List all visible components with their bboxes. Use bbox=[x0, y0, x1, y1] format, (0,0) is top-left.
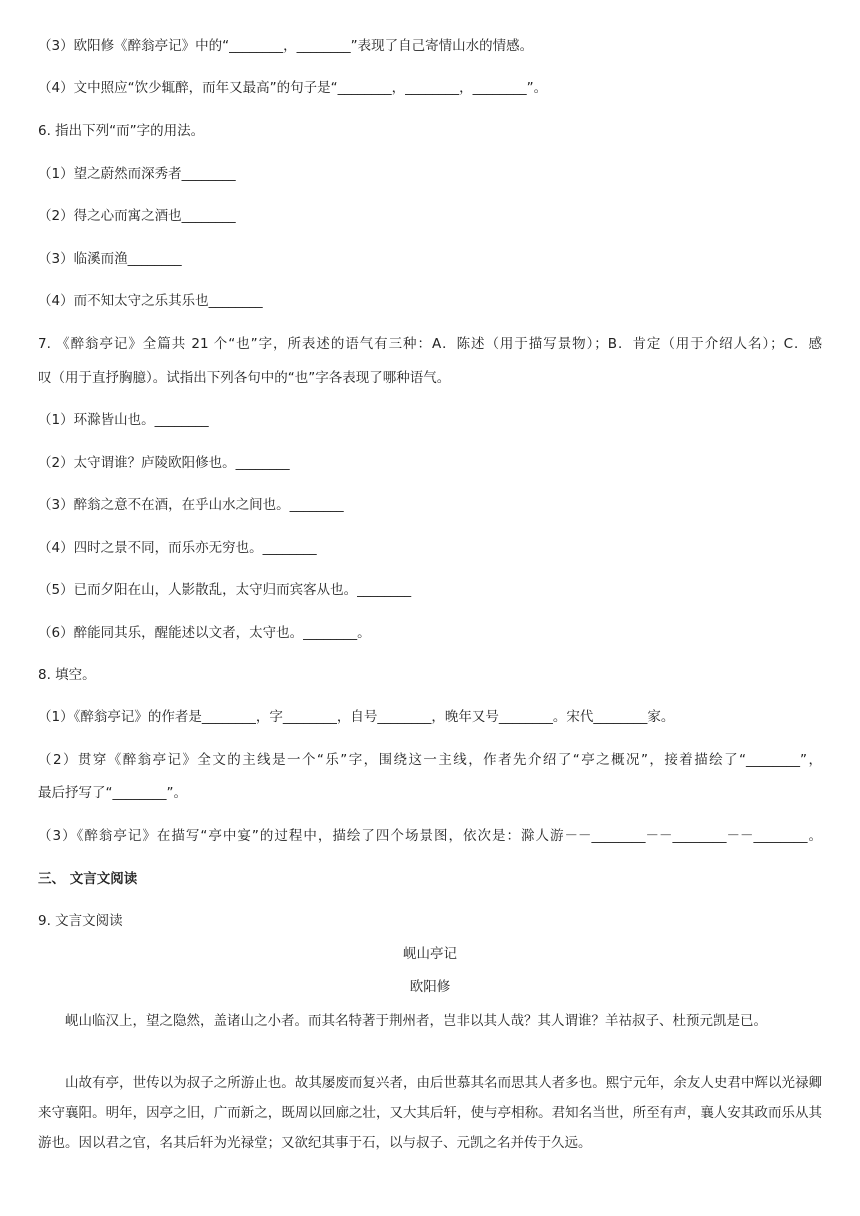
passage-author: 欧阳修 bbox=[409, 979, 451, 995]
q7-sub2: （2）太守谓谁？庐陵欧阳修也。________ bbox=[38, 455, 290, 471]
q8-sub2-line2: 最后抒写了“________”。 bbox=[38, 785, 187, 801]
q5-sub3: （3）欧阳修《醉翁亭记》中的“________，________”表现了自己寄情山水的情感。 bbox=[38, 38, 534, 54]
passage-paragraph-1: 岘山临汉上，望之隐然，盖诸山之小者。而其名特著于荆州者，岂非以其人哉？其人谓谁？羊祜叔子、杜预元凯是已。 bbox=[65, 1013, 767, 1029]
section-3-heading: 三、 文言文阅读 bbox=[38, 871, 138, 887]
q6-heading: 6. 指出下列“而”字的用法。 bbox=[38, 123, 205, 139]
q7-sub6: （6）醉能同其乐，醒能述以文者，太守也。________。 bbox=[38, 625, 371, 641]
q7-heading-line2: 叹（用于直抒胸臆）。试指出下列各句中的“也”字各表现了哪种语气。 bbox=[38, 370, 451, 386]
q5-sub4: （4）文中照应“饮少辄醉，而年又最高”的句子是“________，________，________”。 bbox=[38, 80, 548, 96]
q8-sub3: （3）《醉翁亭记》在描写“亭中宴”的过程中，描绘了四个场景图，依次是：滁人游－－________－－________－－________。 bbox=[38, 828, 822, 844]
q8-heading: 8. 填空。 bbox=[38, 667, 96, 683]
q6-sub3: （3）临溪而渔________ bbox=[38, 251, 182, 267]
q7-heading-line1: 7. 《醉翁亭记》全篇共 21 个“也”字，所表述的语气有三种：A．陈述（用于描写景物）；B．肯定（用于介绍人名）；C．感 bbox=[38, 336, 822, 352]
q6-sub4: （4）而不知太守之乐其乐也________ bbox=[38, 293, 263, 309]
q7-sub3: （3）醉翁之意不在酒，在乎山水之间也。________ bbox=[38, 497, 344, 513]
passage-paragraph-2: 山故有亭，世传以为叔子之所游止也。故其屡废而复兴者，由后世慕其名而思其人者多也。熙宁元年，余友人史君中辉以光禄卿来守襄阳。明年，因亭之旧，广而新之，既周以回廊之壮，又大其后轩，使与亭相称。君知名当世，所至有声，襄人安其政而乐从其游也。因以君之官，名其后轩为光禄堂；又欲纪其事于石，以与叔子、元凯之名并传于久远。 bbox=[38, 1075, 822, 1151]
q8-sub2-line1: （2）贯穿《醉翁亭记》全文的主线是一个“乐”字，围绕这一主线，作者先介绍了“亭之概况”，接着描绘了“________”， bbox=[38, 752, 822, 768]
q6-sub2: （2）得之心而寓之酒也________ bbox=[38, 208, 236, 224]
q7-sub1: （1）环滁皆山也。________ bbox=[38, 412, 209, 428]
q7-sub4: （4）四时之景不同，而乐亦无穷也。________ bbox=[38, 540, 317, 556]
q6-sub1: （1）望之蔚然而深秀者________ bbox=[38, 166, 236, 182]
passage-title: 岘山亭记 bbox=[403, 946, 457, 962]
q8-sub1: （1）《醉翁亭记》的作者是________，字________，自号________，晚年又号________。宋代________家。 bbox=[38, 709, 675, 725]
q7-sub5: （5）已而夕阳在山，人影散乱，太守归而宾客从也。________ bbox=[38, 582, 412, 598]
q9-heading: 9. 文言文阅读 bbox=[38, 913, 123, 929]
